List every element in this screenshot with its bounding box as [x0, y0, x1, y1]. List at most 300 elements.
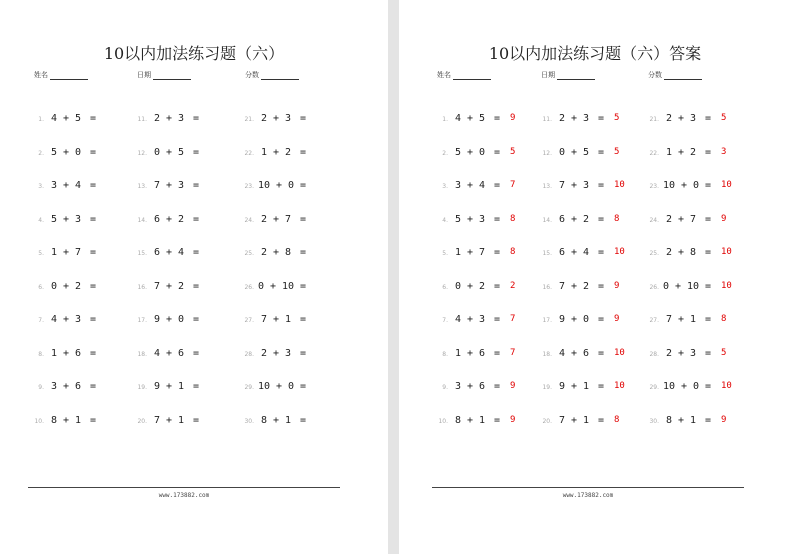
problem-expression: 5 + 3 — [454, 214, 486, 225]
problem-number: 30. — [244, 418, 254, 425]
worksheet-page — [0, 0, 388, 554]
answer-value: 7 — [510, 180, 516, 190]
problem-number: 12. — [137, 150, 147, 157]
footer-divider — [432, 487, 744, 488]
date-label: 日期 — [137, 71, 151, 79]
answer-blank[interactable] — [207, 180, 221, 192]
equals-sign: = — [705, 348, 712, 359]
problem-expression: 1 + 6 — [454, 348, 486, 359]
problem-number: 4. — [442, 217, 448, 224]
problem-expression: 8 + 1 — [454, 415, 486, 426]
problem-item — [131, 113, 223, 127]
problem-number: 22. — [649, 150, 659, 157]
problem-number: 8. — [442, 351, 448, 358]
problem-item — [432, 381, 524, 395]
answer-value: 5 — [721, 348, 727, 358]
problem-expression: 2 + 3 — [665, 113, 697, 124]
answer-blank[interactable] — [207, 113, 221, 125]
equals-sign: = — [705, 281, 712, 292]
answer-value: 9 — [614, 314, 620, 324]
problem-item — [131, 214, 223, 228]
equals-sign: = — [494, 247, 501, 258]
name-blank[interactable] — [50, 71, 88, 80]
equals-sign: = — [193, 147, 200, 158]
equals-sign: = — [494, 415, 501, 426]
problem-expression: 2 + 3 — [665, 348, 697, 359]
equals-sign: = — [494, 348, 501, 359]
problem-item — [238, 281, 330, 295]
answer-blank[interactable] — [207, 381, 221, 393]
answer-blank[interactable] — [314, 281, 328, 293]
problem-item — [131, 348, 223, 362]
problem-expression: 0 + 2 — [50, 281, 82, 292]
answer-blank[interactable] — [104, 348, 118, 360]
equals-sign: = — [494, 214, 501, 225]
answer-value: 3 — [721, 147, 727, 157]
problem-item — [536, 415, 628, 429]
problem-expression: 4 + 3 — [50, 314, 82, 325]
problem-number: 25. — [244, 250, 254, 257]
problem-expression: 6 + 4 — [153, 247, 185, 258]
answer-blank[interactable] — [314, 147, 328, 159]
problem-item — [643, 281, 735, 295]
problem-item — [131, 314, 223, 328]
equals-sign: = — [598, 147, 605, 158]
answer-value: 8 — [510, 247, 516, 257]
problem-expression: 6 + 4 — [558, 247, 590, 258]
equals-sign: = — [90, 147, 97, 158]
name-label: 姓名 — [437, 71, 451, 79]
problem-item — [432, 348, 524, 362]
problem-item — [643, 348, 735, 362]
problem-item — [28, 415, 120, 429]
problem-item — [432, 247, 524, 261]
score-field — [648, 70, 702, 80]
problem-item — [238, 214, 330, 228]
problem-expression: 2 + 3 — [558, 113, 590, 124]
answer-value: 8 — [614, 415, 620, 425]
answer-blank[interactable] — [207, 214, 221, 226]
problem-expression: 7 + 2 — [153, 281, 185, 292]
answer-value: 10 — [614, 247, 625, 257]
answer-value: 10 — [721, 180, 732, 190]
problem-expression: 2 + 8 — [665, 247, 697, 258]
problem-expression: 1 + 2 — [260, 147, 292, 158]
equals-sign: = — [90, 348, 97, 359]
problem-item — [643, 415, 735, 429]
date-blank[interactable] — [153, 71, 191, 80]
problem-item — [131, 247, 223, 261]
problem-expression: 9 + 1 — [153, 381, 185, 392]
problem-expression: 7 + 3 — [558, 180, 590, 191]
answer-value: 5 — [510, 147, 516, 157]
answer-blank[interactable] — [207, 147, 221, 159]
score-blank[interactable] — [664, 71, 702, 80]
problem-item — [536, 180, 628, 194]
equals-sign: = — [598, 281, 605, 292]
equals-sign: = — [705, 381, 712, 392]
problem-expression: 8 + 1 — [260, 415, 292, 426]
problem-number: 24. — [244, 217, 254, 224]
answer-blank[interactable] — [314, 214, 328, 226]
equals-sign: = — [494, 381, 501, 392]
answer-value: 7 — [510, 314, 516, 324]
equals-sign: = — [90, 415, 97, 426]
answer-value: 9 — [510, 381, 516, 391]
problem-expression: 2 + 3 — [153, 113, 185, 124]
equals-sign: = — [90, 314, 97, 325]
problem-number: 18. — [542, 351, 552, 358]
answer-value: 8 — [614, 214, 620, 224]
problem-item — [238, 415, 330, 429]
problem-item — [432, 281, 524, 295]
equals-sign: = — [598, 247, 605, 258]
problem-number: 9. — [38, 384, 44, 391]
answer-value: 5 — [721, 113, 727, 123]
equals-sign: = — [90, 381, 97, 392]
problem-item — [28, 348, 120, 362]
equals-sign: = — [705, 214, 712, 225]
answer-blank[interactable] — [104, 381, 118, 393]
answer-blank[interactable] — [104, 180, 118, 192]
problem-expression: 1 + 6 — [50, 348, 82, 359]
equals-sign: = — [494, 314, 501, 325]
problem-item — [238, 348, 330, 362]
problem-number: 22. — [244, 150, 254, 157]
answer-blank[interactable] — [314, 415, 328, 427]
problem-item — [28, 281, 120, 295]
answer-blank[interactable] — [314, 113, 328, 125]
answer-value: 9 — [721, 415, 727, 425]
answer-value: 8 — [721, 314, 727, 324]
equals-sign: = — [300, 214, 307, 225]
page-title: 10以内加法练习题（六）答案 — [488, 44, 702, 63]
problem-expression: 0 + 10 — [257, 281, 295, 292]
problem-number: 3. — [38, 183, 44, 190]
equals-sign: = — [300, 180, 307, 191]
problem-number: 21. — [244, 116, 254, 123]
problem-expression: 3 + 4 — [454, 180, 486, 191]
problem-expression: 9 + 1 — [558, 381, 590, 392]
problem-number: 6. — [442, 284, 448, 291]
problem-number: 10. — [34, 418, 44, 425]
equals-sign: = — [193, 381, 200, 392]
problem-expression: 5 + 0 — [454, 147, 486, 158]
equals-sign: = — [300, 415, 307, 426]
problem-number: 23. — [244, 183, 254, 190]
answer-blank[interactable] — [314, 247, 328, 259]
problem-number: 1. — [38, 116, 44, 123]
problem-number: 13. — [137, 183, 147, 190]
problem-number: 20. — [137, 418, 147, 425]
equals-sign: = — [705, 415, 712, 426]
problem-expression: 2 + 8 — [260, 247, 292, 258]
date-field — [137, 70, 191, 80]
problem-expression: 4 + 6 — [153, 348, 185, 359]
equals-sign: = — [193, 247, 200, 258]
problem-expression: 1 + 7 — [50, 247, 82, 258]
problem-expression: 0 + 5 — [558, 147, 590, 158]
problem-number: 29. — [244, 384, 254, 391]
score-blank[interactable] — [261, 71, 299, 80]
problem-number: 14. — [137, 217, 147, 224]
problem-number: 28. — [649, 351, 659, 358]
problem-number: 28. — [244, 351, 254, 358]
problem-number: 26. — [649, 284, 659, 291]
problem-number: 10. — [438, 418, 448, 425]
score-label: 分数 — [245, 71, 259, 79]
problem-expression: 4 + 6 — [558, 348, 590, 359]
equals-sign: = — [193, 281, 200, 292]
answer-blank[interactable] — [314, 314, 328, 326]
problem-item — [131, 281, 223, 295]
equals-sign: = — [705, 314, 712, 325]
answer-value: 7 — [510, 348, 516, 358]
problem-expression: 7 + 1 — [665, 314, 697, 325]
answer-blank[interactable] — [207, 281, 221, 293]
problem-expression: 5 + 0 — [50, 147, 82, 158]
problem-item — [28, 314, 120, 328]
answer-blank[interactable] — [207, 415, 221, 427]
problem-item — [432, 314, 524, 328]
problem-item — [536, 281, 628, 295]
problem-number: 27. — [649, 317, 659, 324]
problem-number: 4. — [38, 217, 44, 224]
problem-item — [131, 381, 223, 395]
answer-value: 10 — [721, 281, 732, 291]
problem-expression: 1 + 2 — [665, 147, 697, 158]
problem-item — [536, 113, 628, 127]
equals-sign: = — [300, 113, 307, 124]
answer-value: 10 — [721, 247, 732, 257]
problem-number: 20. — [542, 418, 552, 425]
answer-value: 2 — [510, 281, 516, 291]
answer-blank[interactable] — [314, 381, 328, 393]
answer-value: 9 — [510, 415, 516, 425]
problem-number: 19. — [542, 384, 552, 391]
equals-sign: = — [193, 180, 200, 191]
problem-expression: 10 + 0 — [257, 381, 295, 392]
answer-blank[interactable] — [104, 247, 118, 259]
equals-sign: = — [90, 247, 97, 258]
answer-blank[interactable] — [314, 180, 328, 192]
problem-item — [238, 113, 330, 127]
problem-expression: 5 + 3 — [50, 214, 82, 225]
problem-number: 8. — [38, 351, 44, 358]
problem-item — [643, 314, 735, 328]
answer-value: 5 — [614, 147, 620, 157]
problem-expression: 3 + 4 — [50, 180, 82, 191]
problem-item — [643, 381, 735, 395]
score-field — [245, 70, 299, 80]
answer-value: 5 — [614, 113, 620, 123]
problem-item — [643, 247, 735, 261]
problem-expression: 6 + 2 — [558, 214, 590, 225]
problem-number: 19. — [137, 384, 147, 391]
equals-sign: = — [193, 348, 200, 359]
problem-expression: 2 + 7 — [260, 214, 292, 225]
equals-sign: = — [90, 281, 97, 292]
problem-number: 26. — [244, 284, 254, 291]
answer-value: 8 — [510, 214, 516, 224]
equals-sign: = — [598, 348, 605, 359]
problem-item — [536, 214, 628, 228]
problem-item — [238, 180, 330, 194]
problem-number: 25. — [649, 250, 659, 257]
equals-sign: = — [705, 247, 712, 258]
equals-sign: = — [90, 113, 97, 124]
score-label: 分数 — [648, 71, 662, 79]
answer-blank[interactable] — [314, 348, 328, 360]
problem-expression: 1 + 7 — [454, 247, 486, 258]
equals-sign: = — [598, 415, 605, 426]
problem-item — [432, 214, 524, 228]
problem-item — [238, 381, 330, 395]
problem-item — [536, 247, 628, 261]
answer-blank[interactable] — [207, 314, 221, 326]
equals-sign: = — [300, 381, 307, 392]
problem-expression: 7 + 1 — [260, 314, 292, 325]
equals-sign: = — [598, 314, 605, 325]
problem-expression: 3 + 6 — [50, 381, 82, 392]
problem-expression: 8 + 1 — [665, 415, 697, 426]
problem-number: 12. — [542, 150, 552, 157]
problem-item — [536, 348, 628, 362]
problem-number: 21. — [649, 116, 659, 123]
problem-number: 11. — [137, 116, 147, 123]
equals-sign: = — [598, 381, 605, 392]
problem-item — [432, 180, 524, 194]
equals-sign: = — [598, 180, 605, 191]
problem-expression: 2 + 3 — [260, 113, 292, 124]
problem-item — [28, 147, 120, 161]
answer-blank[interactable] — [207, 348, 221, 360]
problem-item — [432, 113, 524, 127]
equals-sign: = — [300, 247, 307, 258]
problem-number: 23. — [649, 183, 659, 190]
name-label: 姓名 — [34, 71, 48, 79]
problem-expression: 10 + 0 — [662, 381, 700, 392]
answer-blank[interactable] — [104, 113, 118, 125]
problem-expression: 10 + 0 — [257, 180, 295, 191]
problem-item — [238, 147, 330, 161]
problem-item — [131, 180, 223, 194]
answer-blank[interactable] — [104, 214, 118, 226]
problem-item — [28, 214, 120, 228]
problem-item — [432, 147, 524, 161]
problem-number: 15. — [137, 250, 147, 257]
problem-number: 16. — [137, 284, 147, 291]
problem-number: 30. — [649, 418, 659, 425]
problem-item — [28, 381, 120, 395]
footer-url: www.173882.com — [562, 492, 614, 499]
problem-number: 9. — [442, 384, 448, 391]
problem-number: 18. — [137, 351, 147, 358]
problem-number: 24. — [649, 217, 659, 224]
problem-expression: 0 + 10 — [662, 281, 700, 292]
equals-sign: = — [598, 214, 605, 225]
problem-expression: 0 + 2 — [454, 281, 486, 292]
answer-blank[interactable] — [104, 281, 118, 293]
problem-number: 2. — [442, 150, 448, 157]
equals-sign: = — [494, 281, 501, 292]
problem-expression: 4 + 3 — [454, 314, 486, 325]
answer-blank[interactable] — [207, 247, 221, 259]
problem-item — [131, 415, 223, 429]
equals-sign: = — [598, 113, 605, 124]
equals-sign: = — [90, 180, 97, 191]
problem-expression: 9 + 0 — [153, 314, 185, 325]
equals-sign: = — [705, 180, 712, 191]
date-blank[interactable] — [557, 71, 595, 80]
equals-sign: = — [300, 314, 307, 325]
problem-number: 5. — [38, 250, 44, 257]
problem-number: 16. — [542, 284, 552, 291]
problem-number: 17. — [137, 317, 147, 324]
name-field — [34, 70, 88, 80]
problem-item — [131, 147, 223, 161]
equals-sign: = — [90, 214, 97, 225]
answer-blank[interactable] — [104, 415, 118, 427]
problem-number: 7. — [38, 317, 44, 324]
problem-expression: 4 + 5 — [50, 113, 82, 124]
problem-expression: 3 + 6 — [454, 381, 486, 392]
problem-expression: 2 + 7 — [665, 214, 697, 225]
name-blank[interactable] — [453, 71, 491, 80]
answer-blank[interactable] — [104, 147, 118, 159]
footer-divider — [28, 487, 340, 488]
problem-expression: 8 + 1 — [50, 415, 82, 426]
equals-sign: = — [494, 180, 501, 191]
problem-expression: 7 + 1 — [558, 415, 590, 426]
problem-number: 17. — [542, 317, 552, 324]
problem-expression: 7 + 2 — [558, 281, 590, 292]
problem-item — [536, 381, 628, 395]
equals-sign: = — [300, 348, 307, 359]
page-title: 10以内加法练习题（六） — [103, 44, 285, 63]
answer-blank[interactable] — [104, 314, 118, 326]
problem-item — [28, 113, 120, 127]
problem-number: 6. — [38, 284, 44, 291]
problem-expression: 9 + 0 — [558, 314, 590, 325]
problem-expression: 6 + 2 — [153, 214, 185, 225]
problem-number: 29. — [649, 384, 659, 391]
problem-expression: 10 + 0 — [662, 180, 700, 191]
problem-item — [643, 214, 735, 228]
date-label: 日期 — [541, 71, 555, 79]
problem-number: 13. — [542, 183, 552, 190]
problem-number: 14. — [542, 217, 552, 224]
equals-sign: = — [494, 113, 501, 124]
answer-value: 9 — [510, 113, 516, 123]
equals-sign: = — [300, 281, 307, 292]
answer-value: 10 — [614, 180, 625, 190]
problem-number: 2. — [38, 150, 44, 157]
problem-item — [238, 314, 330, 328]
date-field — [541, 70, 595, 80]
problem-item — [643, 113, 735, 127]
problem-item — [432, 415, 524, 429]
problem-item — [238, 247, 330, 261]
equals-sign: = — [705, 147, 712, 158]
answer-value: 10 — [614, 381, 625, 391]
problem-item — [28, 180, 120, 194]
problem-expression: 4 + 5 — [454, 113, 486, 124]
equals-sign: = — [705, 113, 712, 124]
problem-item — [643, 180, 735, 194]
problem-item — [28, 247, 120, 261]
answer-value: 9 — [721, 214, 727, 224]
